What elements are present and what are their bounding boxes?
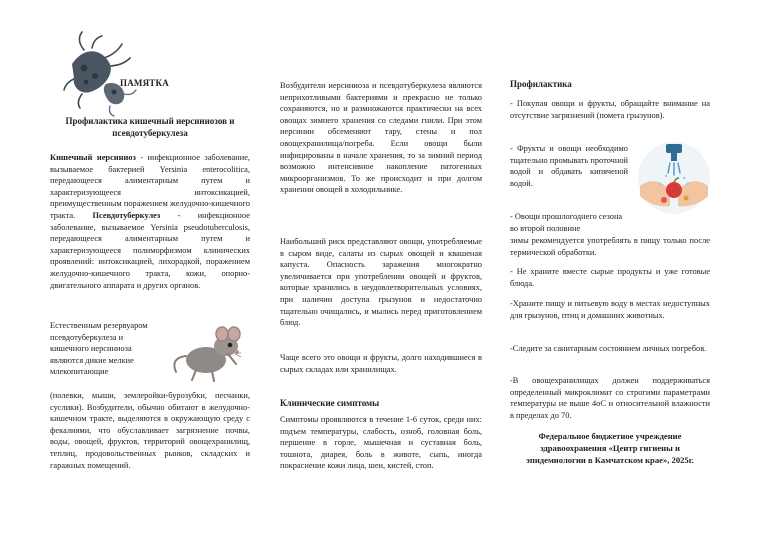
prevention-heading: Профилактика: [510, 79, 572, 89]
reservoir-text-short: Естественным резервуаром псевдотуберкулеза и кишечного иерсиниоза являются дикие мелкие млекопитающие: [50, 321, 148, 377]
symptoms-text: Симптомы проявляются в течение 1-6 суток, среди них: подъем температуры, слабость, озноб, головная боль, першение в горле, мышечная и суставная боль, тошнота, диарея, боль в животе, сыпь, иногда покраснение кожи лица, шеи, кистей, стоп.: [280, 415, 482, 471]
reservoir-text-long: (полевки, мыши, землеройки-бурозубки, песчанки, суслики). Возбудители, обычно обитают в желудочно-кишечном тракте, выделяются в окружающую среду с фекалиями, что обуславливает загрязнение почвы, воды, овощей, фруктов, территорий овощехранилищ, теплиц, продовольственных рынков, складских и гаражных помещений.: [50, 391, 250, 470]
page-header: ПАМЯТКА: [120, 78, 169, 88]
intro-text-2: - инфекционное заболевание, вызываемое Yersinia pseudotuberculosis, передающееся алиментарным путем и характеризующееся полиморфизмом клинических проявлений: интоксикацией, лихорадкой, поражением желудочно-кишечного тракта, кожи, опорно-двигательного аппарата и других органов.: [50, 210, 250, 290]
main-title: Профилактика кишечный иерсиниозов и псевдотуберкулеза: [65, 116, 235, 138]
term-pseudotuberculosis: Псевдотуберкулез: [92, 210, 161, 220]
rat-illustration: [168, 320, 252, 386]
col2-paragraph-3: Чаще всего это овощи и фрукты, долго находившиеся в сырых складах или хранилищах.: [280, 353, 482, 374]
prevention-item-7: -В овощехранилищах должен поддерживаться определенный микроклимат со строгими параметрами температуры не выше 4оС и относительной влажности в пределах до 70.: [510, 376, 710, 420]
column-2: [280, 0, 482, 537]
column-3: [510, 0, 710, 537]
term-yersiniosis: Кишечный иерсиниоз: [50, 153, 136, 162]
intro-paragraph: [50, 152, 250, 291]
prevention-item-2: - Фрукты и овощи необходимо тщательно промывать проточной водой и обдавать кипяченой водой.: [510, 144, 628, 188]
col2-paragraph-2: Наибольший риск представляют овощи, употребляемые в сыром виде, салаты из сырых овощей и квашеная капуста. Опасность заражения многократно увеличивается при употреблении овощей и фруктов, которые хранились в неудовлетворительных условиях, при наличии доступа грызунов и недостаточно тщательно очищались, и мылись перед приготовлением блюд.: [280, 237, 482, 328]
symptoms-heading: Клинические симптомы: [280, 398, 380, 408]
prevention-item-4: - Не храните вместе сырые продукты и уже готовые блюда.: [510, 267, 710, 288]
column-1: [50, 0, 250, 537]
prevention-item-3-end: зимы рекомендуется употреблять в пищу только после термической обработки.: [510, 236, 710, 257]
col2-paragraph-1: Возбудители иерсиниоза и псевдотуберкулеза являются неприхотливыми бактериями и прекрасно не только сохраняются, но и размножаются практически на всех овощах зимнего хранения со следами гнили. При этом иерсинии обсеменяют тару, стены и пол овощехранилища/погреба. Если овощи были инфицированы в начале хранения, то за зимний период возможно интенсивное накопление патогенных микроорганизмов. То же происходит и при долгом хранении овощей в холодильнике.: [280, 81, 482, 195]
footer-organization: Федеральное бюджетное учреждение здравоохранения «Центр гигиены и эпидемиологии в Камчатском крае», 2025г.: [526, 431, 694, 465]
prevention-item-1: - Покупая овощи и фрукты, обращайте внимание на отсутствие загрязнений (помета грызунов).: [510, 99, 710, 120]
prevention-item-5: -Храните пищу и питьевую воду в местах недоступных для грызунов, птиц и домашних животных.: [510, 299, 710, 320]
washing-fruit-illustration: [636, 140, 712, 216]
prevention-item-3-start: - Овощи прошлогоднего сезона во второй половине: [510, 212, 623, 233]
prevention-item-6: -Следите за санитарным состоянием личных погребов.: [510, 344, 707, 353]
intro-text-1: - инфекционное заболевание, вызываемое бактерией Yersinia enterocolitica, передающееся алиментарным путем и характеризующееся интоксикацией, преимущественным поражением желудочно-кишечного тракта.: [50, 153, 251, 220]
